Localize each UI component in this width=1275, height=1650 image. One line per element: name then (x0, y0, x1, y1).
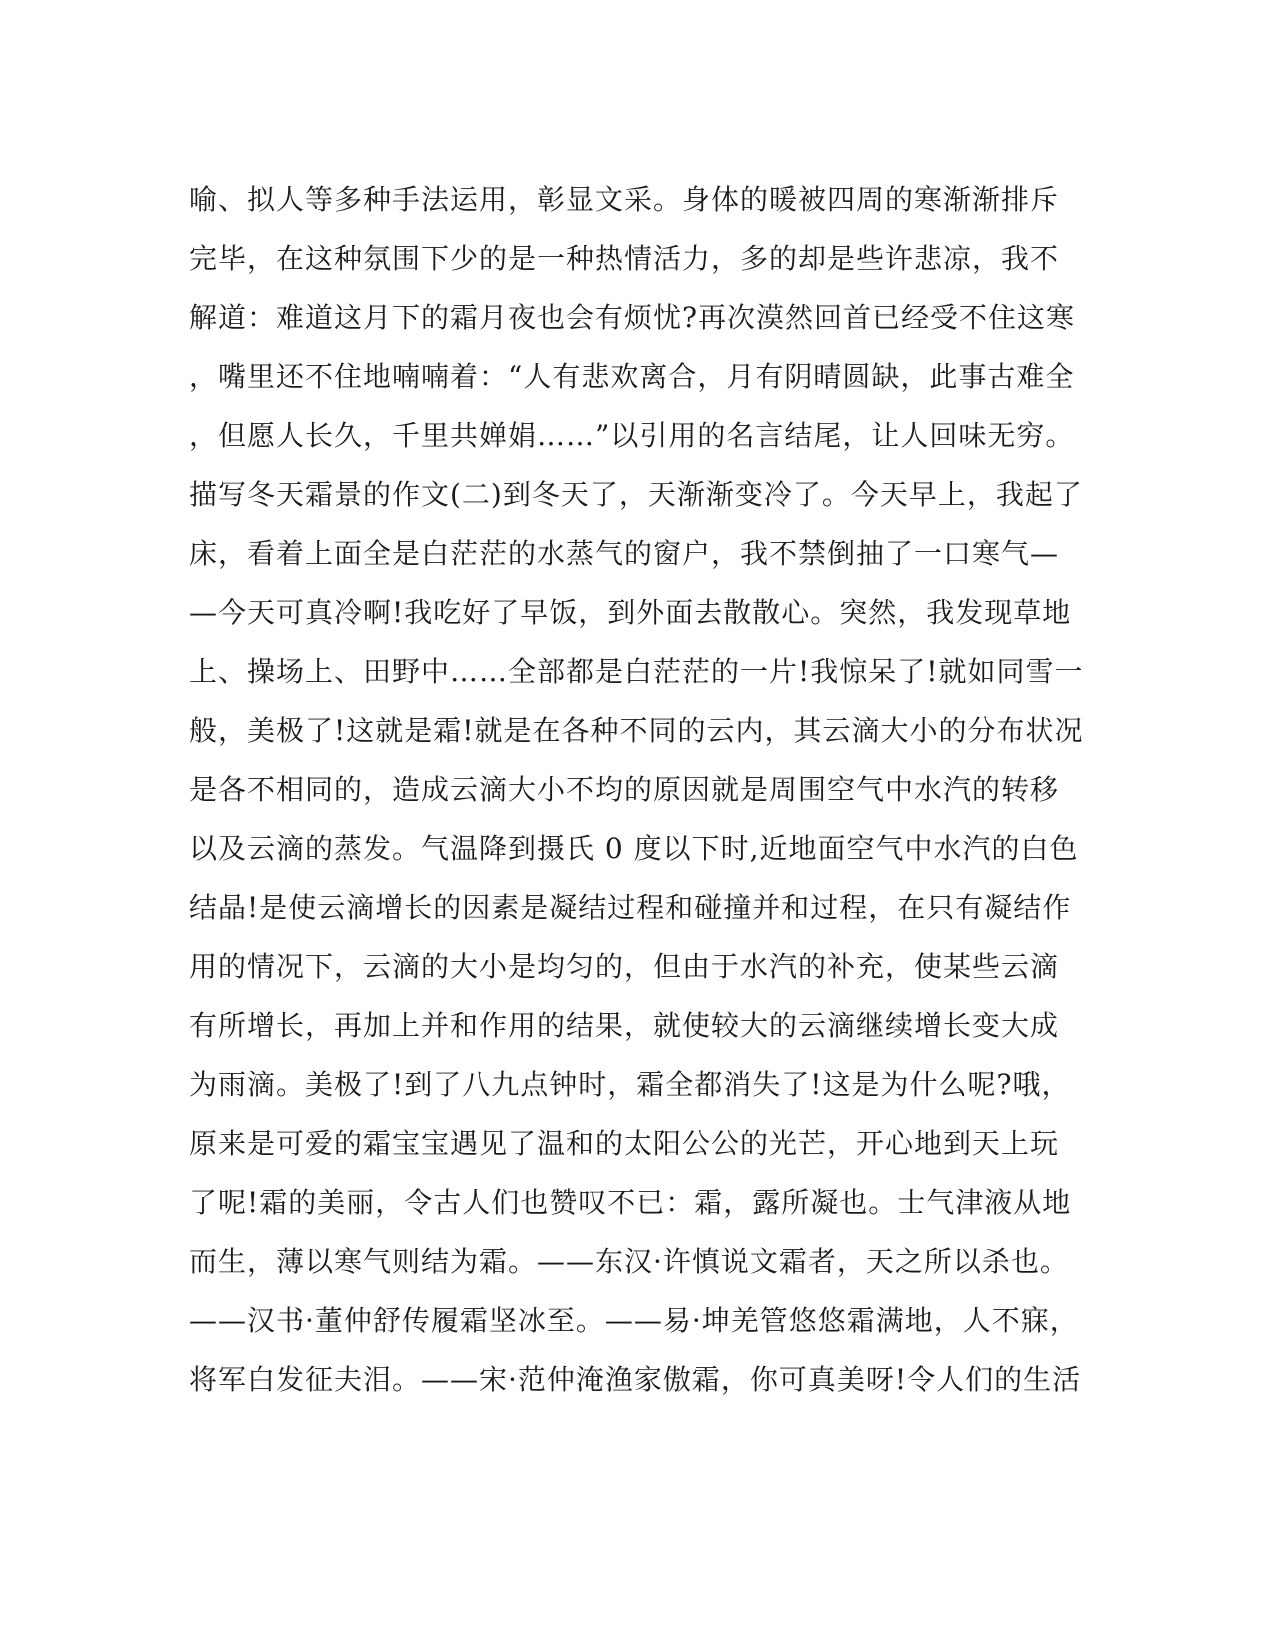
text-line: 以及云滴的蒸发。气温降到摄氏 0 度以下时,近地面空气中水汽的白色 (189, 832, 1079, 865)
text-line: 是各不相同的，造成云滴大小不均的原因就是周围空气中水汽的转移 (189, 773, 1060, 806)
text-line: 将军白发征夫泪。——宋·范仲淹渔家傲霜，你可真美呀!令人们的生活 (189, 1363, 1082, 1396)
text-line: 结晶!是使云滴增长的因素是凝结过程和碰撞并和过程，在只有凝结作 (189, 891, 1072, 924)
text-line: 般，美极了!这就是霜!就是在各种不同的云内，其云滴大小的分布状况 (189, 714, 1084, 747)
text-line: ——汉书·董仲舒传履霜坚冰至。——易·坤羌管悠悠霜满地，人不寐， (189, 1304, 1079, 1337)
text-line: 原来是可爱的霜宝宝遇见了温和的太阳公公的光芒，开心地到天上玩 (189, 1127, 1060, 1160)
text-line: ，嘴里还不住地喃喃着：“人有悲欢离合，月有阴晴圆缺，此事古难全 (189, 360, 1075, 393)
essay-body (189, 170, 1089, 1409)
text-line: 床，看着上面全是白茫茫的水蒸气的窗户，我不禁倒抽了一口寒气— (189, 537, 1060, 570)
text-line: 喻、拟人等多种手法运用，彰显文采。身体的暖被四周的寒渐渐排斥 (189, 183, 1060, 216)
text-line: 有所增长，再加上并和作用的结果，就使较大的云滴继续增长变大成 (189, 1009, 1060, 1042)
text-line: 描写冬天霜景的作文(二)到冬天了，天渐渐变冷了。今天早上，我起了 (189, 478, 1083, 511)
text-line: 上、操场上、田野中……全部都是白茫茫的一片!我惊呆了!就如同雪一 (189, 655, 1084, 688)
text-line: 完毕，在这种氛围下少的是一种热情活力，多的却是些许悲凉，我不 (189, 242, 1060, 275)
text-line: 了呢!霜的美丽，令古人们也赞叹不已：霜，露所凝也。士气津液从地 (189, 1186, 1072, 1219)
text-line: 用的情况下，云滴的大小是均匀的，但由于水汽的补充，使某些云滴 (189, 950, 1060, 983)
text-line: 解道：难道这月下的霜月夜也会有烦忧?再次漠然回首已经受不住这寒 (189, 301, 1076, 334)
text-line: ，但愿人长久，千里共婵娟……”以引用的名言结尾，让人回味无穷。 (189, 419, 1075, 452)
text-line: 为雨滴。美极了!到了八九点钟时，霜全都消失了!这是为什么呢?哦， (189, 1068, 1071, 1101)
text-line: —今天可真冷啊!我吃好了早饭，到外面去散散心。突然，我发现草地 (189, 596, 1072, 629)
text-line: 而生，薄以寒气则结为霜。——东汉·许慎说文霜者，天之所以杀也。 (189, 1245, 1069, 1278)
